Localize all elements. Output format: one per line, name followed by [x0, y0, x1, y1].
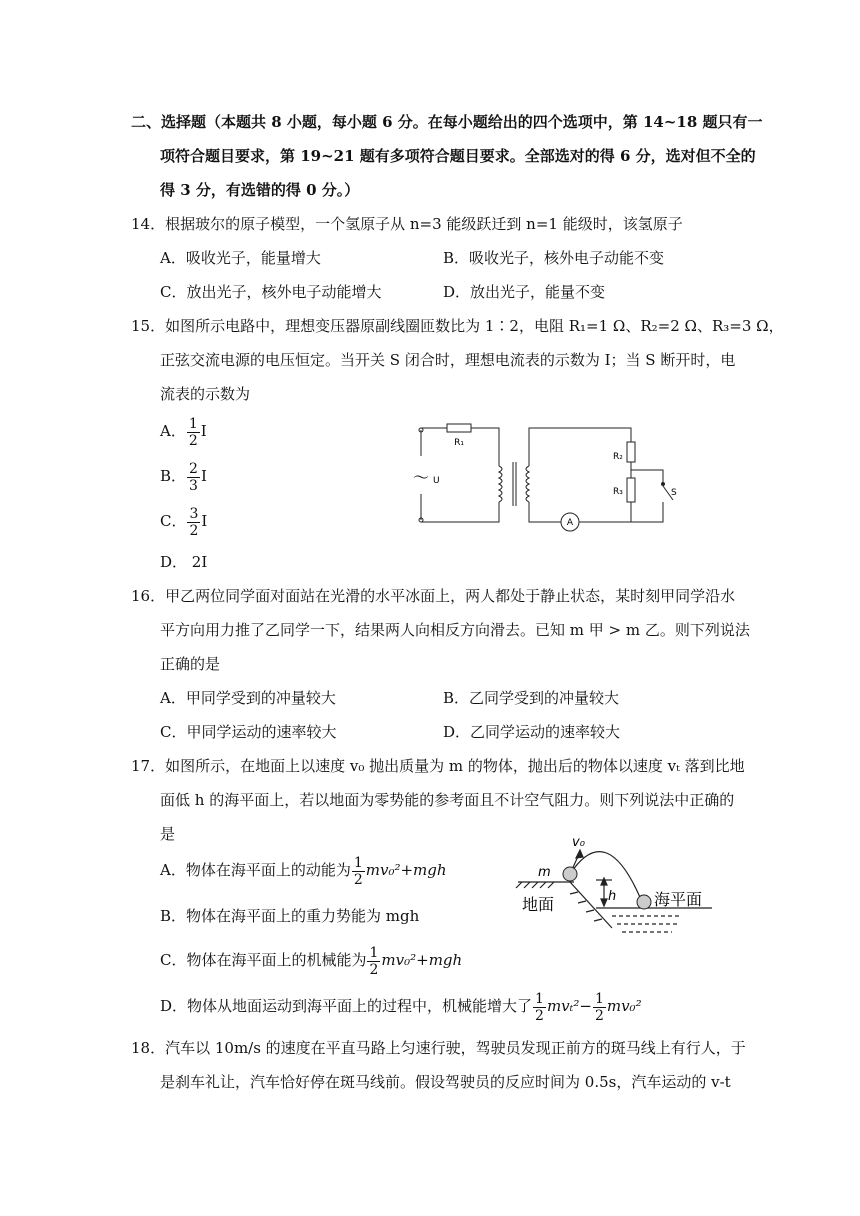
q14-option-b[interactable]: B．吸收光子，核外电子动能不变 [443, 249, 665, 267]
fraction: $\frac{1}{2}$ [188, 415, 198, 449]
q16-option-b[interactable]: B．乙同学受到的冲量较大 [443, 689, 620, 707]
q15-option-c[interactable]: C． $\frac{3}{2}$ I [160, 505, 208, 539]
r1-label: R₁ [454, 438, 464, 448]
r3-label: R₃ [613, 487, 623, 497]
v0-label: v₀ [572, 835, 585, 850]
section-instructions-line2: 项符合题目要求，第 19~21 题有多项符合题目要求。全部选对的得 6 分，选对但不全的 [160, 147, 756, 165]
q14-stem: 14．根据玻尔的原子模型，一个氢原子从 n=3 能级跃迁到 n=1 能级时，该氢原子 [131, 215, 683, 233]
transformer-circuit-diagram [405, 418, 700, 533]
fraction: $\frac{2}{3}$ [189, 460, 198, 494]
q16-stem-line3: 正确的是 [160, 655, 221, 673]
landed-object [637, 895, 651, 909]
option-label: C． [160, 512, 187, 530]
fraction-half: $\frac{1}{2}$ [353, 854, 363, 888]
q17-stem-line2: 面低 h 的海平面上，若以地面为零势能的参考面且不计空气阻力。则下列说法中正确的 [160, 791, 735, 809]
q17-option-d[interactable]: D．物体从地面运动到海平面上的过程中，机械能增大了 $\frac{1}{2}$ mvₜ²− $\frac{1}{2}$ mv₀² [160, 990, 642, 1024]
q16-option-a[interactable]: A．甲同学受到的冲量较大 [160, 689, 336, 707]
q18-stem-line1: 18．汽车以 10m/s 的速度在平直马路上匀速行驶，驾驶员发现正前方的斑马线上有行人，于 [131, 1039, 746, 1057]
section-instructions-line1: 二、选择题（本题共 8 小题，每小题 6 分。在每小题给出的四个选项中，第 14~18 题只有一 [131, 113, 763, 131]
ac-source-symbol: ～ [413, 468, 430, 487]
q17-option-c[interactable]: C．物体在海平面上的机械能为 $\frac{1}{2}$ mv₀²+mgh [160, 944, 463, 978]
q14-option-a[interactable]: A．吸收光子，能量增大 [160, 249, 321, 267]
q15-stem-line1: 15．如图所示电路中，理想变压器原副线圈匝数比为 1∶2，电阻 R₁=1 Ω、R₂=2 Ω、R₃=3 Ω， [131, 317, 784, 335]
q15-stem-line3: 流表的示数为 [160, 385, 251, 403]
thrown-object [563, 867, 577, 881]
switch-label: S [671, 488, 677, 498]
ammeter-label: A [566, 518, 574, 528]
fraction-half: $\frac{1}{2}$ [594, 990, 604, 1024]
q16-option-d[interactable]: D．乙同学运动的速率较大 [443, 723, 621, 741]
q14-option-c[interactable]: C．放出光子，核外电子动能增大 [160, 283, 382, 301]
fraction: $\frac{3}{2}$ [189, 505, 199, 539]
q15-option-d[interactable]: D． 2I [160, 553, 208, 571]
q14-option-d[interactable]: D．放出光子，能量不变 [443, 283, 606, 301]
q15-option-b[interactable]: B． $\frac{2}{3}$ I [160, 460, 207, 494]
q16-stem-line2: 平方向用力推了乙同学一下，结果两人向相反方向滑去。已知 m 甲 > m 乙。则下列说法 [160, 621, 750, 639]
section-instructions-line3: 得 3 分，有选错的得 0 分。） [160, 181, 360, 199]
q17-option-b[interactable]: B．物体在海平面上的重力势能为 mgh [160, 907, 420, 925]
q16-stem-line1: 16．甲乙两位同学面对面站在光滑的水平冰面上，两人都处于静止状态，某时刻甲同学沿水 [131, 587, 736, 605]
q17-stem-line1: 17．如图所示，在地面上以速度 v₀ 抛出质量为 m 的物体，抛出后的物体以速度 vₜ 落到比地 [131, 757, 745, 775]
q17-stem-line3: 是 [160, 825, 176, 843]
q18-stem-line2: 是刹车礼让，汽车恰好停在斑马线前。假设驾驶员的反应时间为 0.5s，汽车运动的 v-t [160, 1073, 731, 1091]
height-label: h [608, 889, 617, 904]
q16-option-c[interactable]: C．甲同学运动的速率较大 [160, 723, 337, 741]
voltage-label: U [433, 476, 440, 486]
q17-option-a[interactable]: A．物体在海平面上的动能为 $\frac{1}{2}$ mv₀²+mgh [160, 854, 447, 888]
projectile-sea-diagram [512, 828, 722, 940]
fraction-half: $\frac{1}{2}$ [535, 990, 544, 1024]
sea-level-label: 海平面 [654, 890, 703, 909]
fraction-half: $\frac{1}{2}$ [369, 944, 379, 978]
ground-label: 地面 [522, 895, 555, 914]
option-label: A． [160, 422, 186, 440]
q15-option-a[interactable]: A． $\frac{1}{2}$ I [160, 415, 207, 449]
q15-stem-line2: 正弦交流电源的电压恒定。当开关 S 闭合时，理想电流表的示数为 I；当 S 断开时，电 [160, 351, 736, 369]
option-label: B． [160, 467, 187, 485]
mass-label: m [538, 865, 551, 880]
r2-label: R₂ [613, 452, 623, 462]
